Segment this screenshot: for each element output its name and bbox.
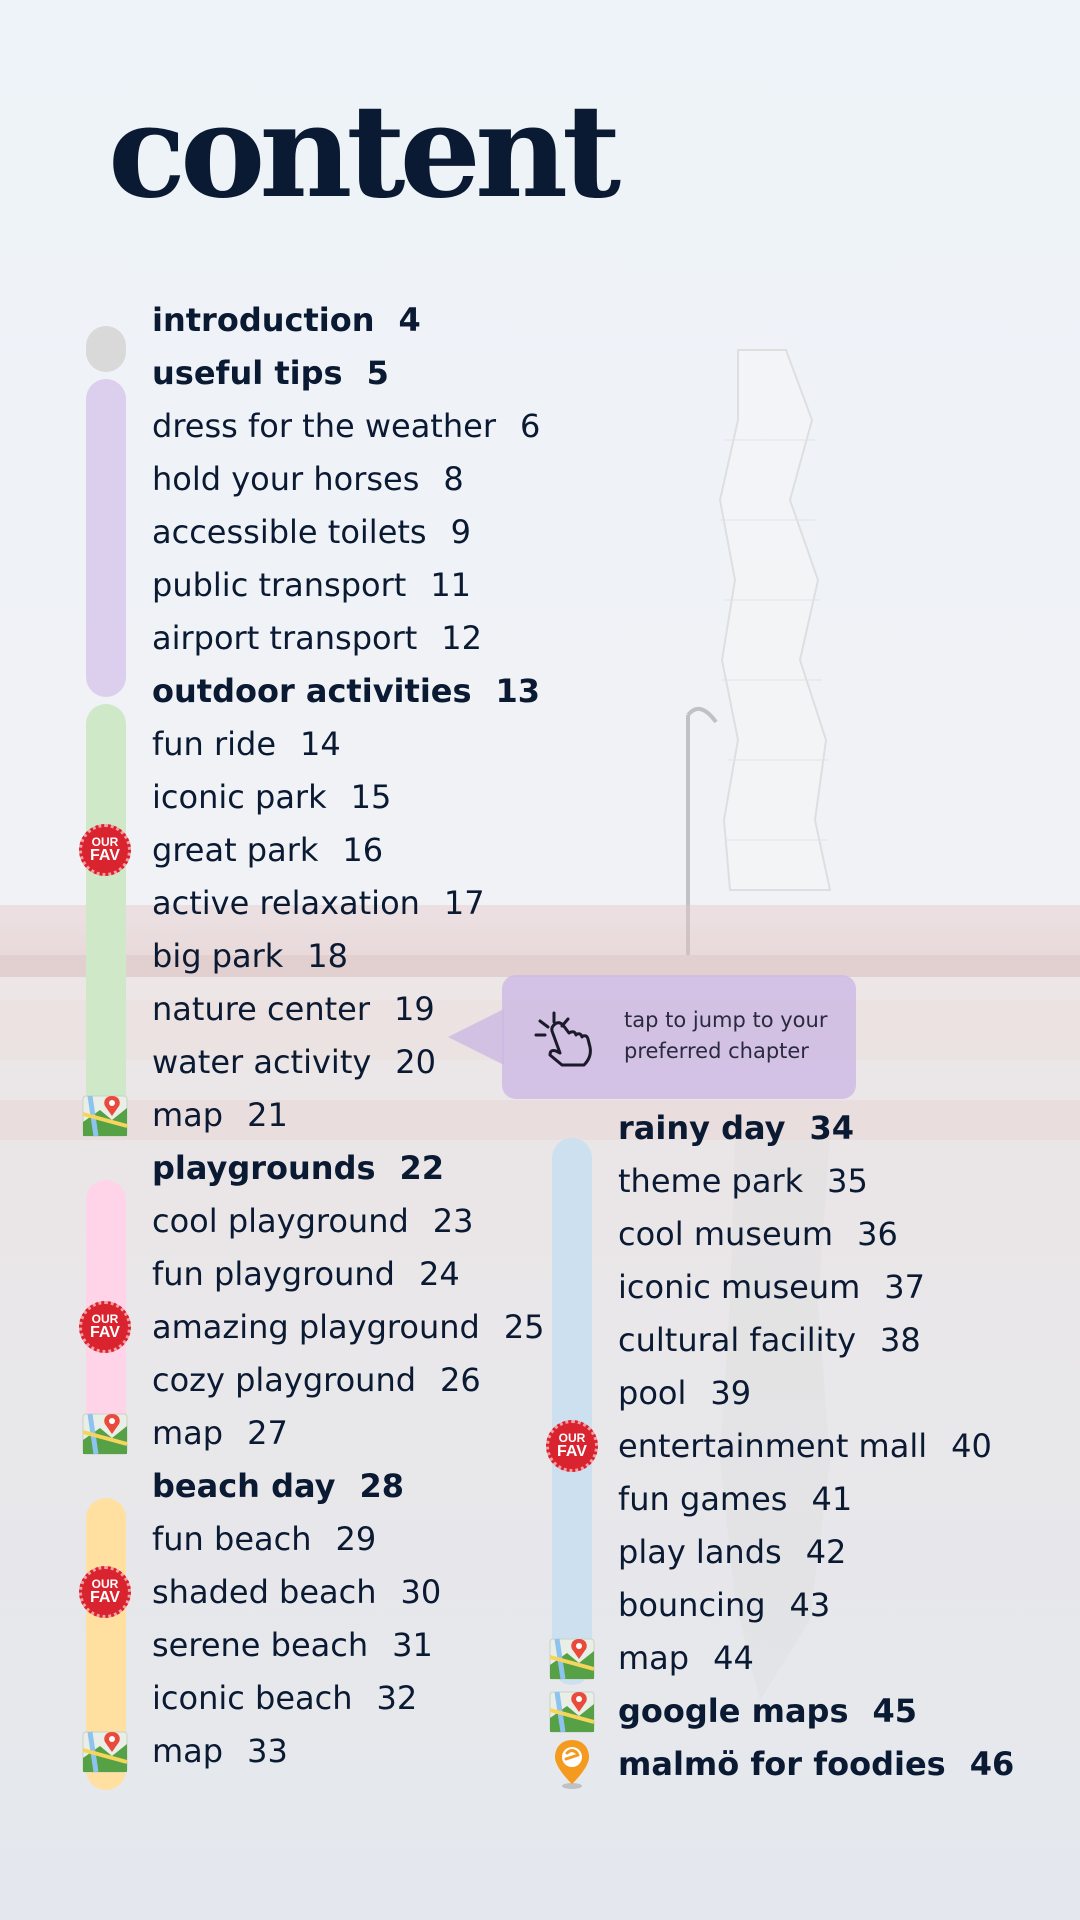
toc-entry-outdoor-activities-13[interactable] [152,665,540,718]
toc-entry-page-number: 4 [398,300,421,339]
toc-entry-label: hold your horses [152,459,420,498]
toc-entry-big-park-18[interactable] [152,930,348,983]
toc-entry-cool-museum-36[interactable] [618,1208,898,1261]
toc-entry-nature-center-19[interactable] [152,983,435,1036]
toc-entry-page-number: 20 [395,1042,437,1081]
toc-entry-hold-your-horses-8[interactable] [152,453,464,506]
toc-entry-useful-tips-5[interactable] [152,347,389,400]
toc-entry-page-number: 46 [969,1744,1015,1783]
toc-entry-label: bouncing [618,1585,766,1624]
toc-entry-map-21[interactable] [152,1089,288,1142]
toc-entry-page-number: 28 [359,1466,404,1505]
map-icon [549,1688,595,1734]
toc-entry-page-number: 24 [418,1254,460,1293]
badge-text-fav: FAV [557,1443,587,1461]
foodies-pin-icon [552,1738,592,1790]
toc-entry-page-number: 45 [872,1691,918,1730]
map-icon [82,1728,128,1774]
callout-arrow [448,1009,504,1065]
toc-entry-pool-39[interactable] [618,1367,751,1420]
toc-entry-label: beach day [152,1466,336,1505]
toc-entry-page-number: 18 [307,936,349,975]
toc-entry-malm-for-foodies-46[interactable] [618,1738,1014,1791]
toc-entry-label: outdoor activities [152,671,472,710]
toc-entry-page-number: 31 [392,1625,433,1664]
toc-entry-label: iconic beach [152,1678,353,1717]
our-fav-badge-icon [79,824,131,876]
toc-entry-label: iconic museum [618,1267,861,1306]
badge-text-fav: FAV [90,847,120,865]
toc-entry-page-number: 35 [827,1161,868,1200]
badge-text-fav: FAV [90,1324,120,1342]
toc-entry-cultural-facility-38[interactable] [618,1314,921,1367]
toc-entry-page-number: 40 [951,1426,992,1465]
toc-entry-label: dress for the weather [152,406,496,445]
toc-entry-iconic-beach-32[interactable] [152,1672,417,1725]
toc-entry-page-number: 13 [495,671,541,710]
toc-entry-shaded-beach-30[interactable] [152,1566,441,1619]
toc-entry-label: map [618,1638,690,1677]
toc-entry-page-number: 30 [400,1572,442,1611]
toc-entry-rainy-day-34[interactable] [618,1102,854,1155]
toc-entry-label: fun beach [152,1519,312,1558]
toc-entry-label: active relaxation [152,883,420,922]
toc-entry-label: cultural facility [618,1320,857,1359]
toc-entry-label: map [152,1731,224,1770]
toc-entry-dress-for-the-weather-6[interactable] [152,400,540,453]
toc-entry-label: malmö for foodies [618,1744,946,1783]
toc-entry-label: play lands [618,1532,782,1571]
callout-text: tap to jump to your preferred chapter [624,1008,828,1063]
toc-entry-label: fun games [618,1479,788,1518]
toc-entry-iconic-museum-37[interactable] [618,1261,925,1314]
badge-text-fav: FAV [90,1589,120,1607]
toc-entry-page-number: 19 [393,989,435,1028]
badge-text-our: OUR [91,834,119,849]
toc-entry-label: shaded beach [152,1572,377,1611]
toc-entry-page-number: 11 [430,565,472,604]
toc-entry-label: great park [152,830,319,869]
toc-entry-label: fun playground [152,1254,395,1293]
toc-entry-page-number: 43 [789,1585,831,1624]
toc-entry-label: playgrounds [152,1148,376,1187]
toc-entry-page-number: 23 [432,1201,474,1240]
toc-entry-bouncing-43[interactable] [618,1579,830,1632]
toc-entry-label: iconic park [152,777,327,816]
page-title: content [108,77,616,227]
toc-entry-accessible-toilets-9[interactable] [152,506,471,559]
toc-entry-page-number: 16 [342,830,384,869]
toc-entry-label: amazing playground [152,1307,480,1346]
toc-entry-amazing-playground-25[interactable] [152,1301,545,1354]
badge-text-our: OUR [91,1311,119,1326]
toc-entry-introduction-4[interactable] [152,294,421,347]
toc-entry-map-33[interactable] [152,1725,288,1778]
toc-entry-label: nature center [152,989,370,1028]
toc-entry-label: accessible toilets [152,512,427,551]
toc-entry-label: rainy day [618,1108,786,1147]
tap-hint-callout [448,975,856,1099]
toc-entry-page-number: 27 [247,1413,288,1452]
toc-entry-fun-playground-24[interactable] [152,1248,460,1301]
toc-entry-label: serene beach [152,1625,369,1664]
our-fav-badge-icon [79,1566,131,1618]
toc-entry-label: useful tips [152,353,343,392]
toc-entry-page-number: 17 [443,883,485,922]
our-fav-badge-icon [79,1301,131,1353]
toc-entry-page-number: 38 [880,1320,921,1359]
toc-entry-fun-ride-14[interactable] [152,718,341,771]
toc-entry-cool-playground-23[interactable] [152,1195,474,1248]
toc-entry-theme-park-35[interactable] [618,1155,868,1208]
toc-entry-public-transport-11[interactable] [152,559,471,612]
toc-entry-label: map [152,1095,224,1134]
map-icon [82,1410,128,1456]
our-fav-badge-icon [546,1420,598,1472]
toc-entry-map-44[interactable] [618,1632,754,1685]
toc-entry-page-number: 25 [503,1307,545,1346]
toc-entry-page-number: 22 [399,1148,445,1187]
toc-entry-label: entertainment mall [618,1426,928,1465]
toc-entry-cozy-playground-26[interactable] [152,1354,481,1407]
chapter-bar-rainy-day[interactable] [552,1138,592,1685]
toc-entry-page-number: 15 [350,777,392,816]
toc-entry-page-number: 14 [300,724,341,763]
toc-entry-label: google maps [618,1691,849,1730]
toc-entry-label: map [152,1413,224,1452]
toc-entry-page-number: 8 [443,459,464,498]
toc-entry-label: pool [618,1373,687,1412]
toc-entry-google-maps-45[interactable] [618,1685,917,1738]
toc-entry-iconic-park-15[interactable] [152,771,391,824]
badge-text-our: OUR [558,1430,586,1445]
toc-entry-label: big park [152,936,284,975]
toc-entry-page-number: 29 [335,1519,377,1558]
toc-entry-page-number: 37 [884,1267,925,1306]
toc-entry-page-number: 6 [519,406,541,445]
toc-entry-page-number: 41 [811,1479,853,1518]
toc-entry-page-number: 32 [376,1678,418,1717]
toc-entry-page-number: 9 [450,512,471,551]
toc-entry-page-number: 34 [809,1108,855,1147]
toc-entry-label: cool playground [152,1201,409,1240]
toc-entry-label: airport transport [152,618,418,657]
toc-entry-label: cool museum [618,1214,834,1253]
chapter-bar-introduction[interactable] [86,326,126,372]
toc-entry-page-number: 33 [247,1731,288,1770]
toc-entry-page-number: 5 [366,353,389,392]
toc-entry-page-number: 44 [713,1638,754,1677]
tap-hand-icon [532,1011,598,1069]
toc-entry-page-number: 12 [441,618,482,657]
chapter-bar-useful-tips[interactable] [86,379,126,697]
toc-entry-beach-day-28[interactable] [152,1460,404,1513]
map-icon [82,1092,128,1138]
toc-entry-page-number: 21 [247,1095,288,1134]
toc-entry-fun-games-41[interactable] [618,1473,852,1526]
toc-entry-fun-beach-29[interactable] [152,1513,376,1566]
badge-text-our: OUR [91,1576,119,1591]
toc-entry-great-park-16[interactable] [152,824,383,877]
toc-entry-page-number: 39 [710,1373,752,1412]
toc-entry-entertainment-mall-40[interactable] [618,1420,992,1473]
toc-entry-label: fun ride [152,724,277,763]
toc-entry-page-number: 42 [805,1532,847,1571]
toc-entry-label: water activity [152,1042,372,1081]
toc-entry-page-number: 26 [440,1360,481,1399]
toc-entry-serene-beach-31[interactable] [152,1619,433,1672]
map-icon [549,1635,595,1681]
toc-entry-active-relaxation-17[interactable] [152,877,485,930]
toc-entry-label: public transport [152,565,407,604]
toc-entry-airport-transport-12[interactable] [152,612,482,665]
toc-entry-label: cozy playground [152,1360,417,1399]
toc-entry-water-activity-20[interactable] [152,1036,436,1089]
toc-entry-label: theme park [618,1161,804,1200]
toc-entry-playgrounds-22[interactable] [152,1142,444,1195]
toc-entry-play-lands-42[interactable] [618,1526,846,1579]
toc-entry-page-number: 36 [857,1214,898,1253]
toc-entry-map-27[interactable] [152,1407,288,1460]
toc-entry-label: introduction [152,300,375,339]
chapter-bar-outdoor-activities[interactable] [86,704,126,1128]
